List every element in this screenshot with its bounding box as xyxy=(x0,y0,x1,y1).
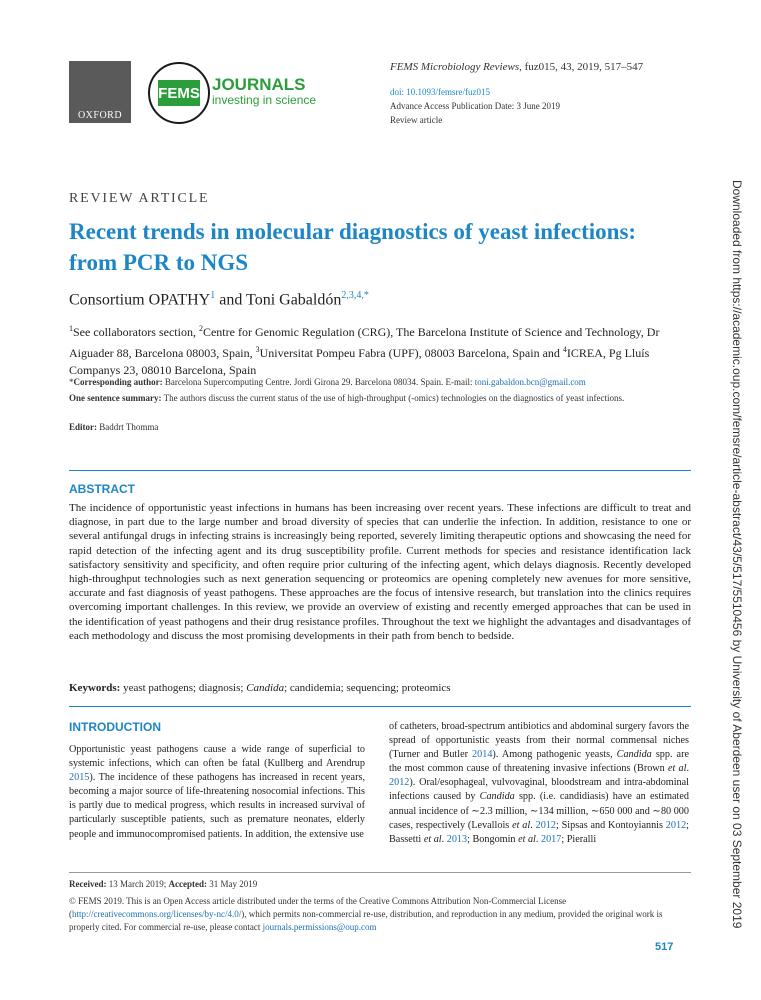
article-title: Recent trends in molecular diagnostics of yeast infections: from PCR to NGS xyxy=(69,219,637,275)
abstract-body: The incidence of opportunistic yeast infections in humans has been increasing over recent years. These infections are difficult to treat and diagnose, in part due to the large number and broad diversity of species that can underlie the infection. In addition, resistance to one or several antifungal drugs in infecting strains is increasingly being reported, severely limiting therapeutic options and showcasing the need for rapid detection of the infecting agent and its drug susceptibility profile. Current methods for species and resistance identification lack satisfactory sensitivity and specificity, and often require prior culturing of the infecting agent, which delays diagnosis. Recently developed high-throughput technologies such as next generation sequencing or proteomics are opening completely new avenues for more sensitive, accurate and fast diagnosis of yeast pathogens. These approaches are the focus of intensive research, but translation into the clinics requires overcoming important challenges. In this review, we provide an overview of existing and recently emerged approaches that can be used in the identification of yeast pathogens and their drug resistance profiles. Throughout the text we highlight the advantages and disadvantages of each methodology and discuss the most promising developments in their path from bench to bedside. xyxy=(69,502,691,642)
citation-link[interactable]: 2015 xyxy=(69,772,90,784)
body-text: . xyxy=(686,763,689,775)
author-name: Toni Gabaldón xyxy=(246,291,342,309)
divider xyxy=(69,470,691,471)
license-text: ), which permits non-commercial re-use, distribution, and reproduction in any medium, provided the original work is properly cited. For commercial re-use, please contact xyxy=(69,909,663,932)
affil-sup: 3 xyxy=(255,345,260,354)
editor-label: Editor: xyxy=(69,422,97,432)
body-text: ). Among pathogenic yeasts, xyxy=(492,749,617,761)
accepted-date: 31 May 2019 xyxy=(206,879,258,889)
body-text: ). Oral/esophageal, vulvovaginal, bloodstream and intra-abdominal infections caused by xyxy=(389,777,689,803)
fems-seal-logo xyxy=(148,62,210,124)
body-text: . xyxy=(535,833,541,845)
advance-access-date: Advance Access Publication Date: 3 June 2019 xyxy=(390,101,560,111)
article-type: Review article xyxy=(390,115,443,125)
author-conjunction: and xyxy=(215,291,247,309)
body-text: . xyxy=(441,833,447,845)
citation-link[interactable]: 2013 xyxy=(446,833,468,845)
accepted-label: Accepted: xyxy=(168,879,207,889)
divider xyxy=(69,706,691,707)
oxford-logo-text: OXFORD xyxy=(77,110,123,121)
summary-text: The authors discuss the current status of the use of high-throughput (-omics) technologies on the diagnostics of yeast infections. xyxy=(161,393,625,403)
fems-journals-label: JOURNALS xyxy=(212,75,306,94)
corresponding-author xyxy=(69,376,689,389)
journal-name: FEMS Microbiology Reviews xyxy=(390,61,520,73)
body-text: spp. (i.e. candidiasis) have an estimated annual incidence of ∼2.3 million, ∼134 million, ∼650 000 and ∼80 000 cases, respectively (Levallois xyxy=(389,791,689,831)
article-kind: REVIEW ARTICLE xyxy=(69,191,210,206)
download-watermark: Downloaded from https://academic.oup.com/femsre/article-abstract/43/5/517/5510456 by University of Aberdeen user on 03 September 2019 xyxy=(730,180,744,929)
body-text: spp. are the most common cause of threatening invasive infections (Brown xyxy=(389,749,689,775)
page-number: 517 xyxy=(655,941,674,953)
corresponding-text: Barcelona Supercomputing Centre. Jordi Girona 29. Barcelona 08034. Spain. E-mail: xyxy=(162,377,475,387)
fems-tagline: investing in science xyxy=(212,93,317,107)
body-text: ; Sipsas and Kontoyiannis xyxy=(555,819,666,831)
intro-left-column xyxy=(69,743,365,842)
author-name: Consortium OPATHY xyxy=(69,291,211,309)
citation-link[interactable]: 2014 xyxy=(472,749,493,761)
author-affil-link[interactable]: 2,3,4,* xyxy=(341,290,369,301)
et-al: et al xyxy=(512,819,531,831)
corresponding-star: * xyxy=(69,377,74,387)
body-text: ; Bongomin xyxy=(467,833,519,845)
one-sentence-summary xyxy=(69,392,689,405)
et-al: et al xyxy=(423,833,442,845)
license-url-link[interactable]: http://creativecommons.org/licenses/by-nc/4.0/ xyxy=(72,909,242,919)
affil-sup: 4 xyxy=(562,345,567,354)
abstract-heading: ABSTRACT xyxy=(69,482,135,496)
license-note xyxy=(69,895,691,934)
affil-sup: 2 xyxy=(198,324,203,333)
author-affil-link[interactable]: 1 xyxy=(210,290,216,301)
citation-link[interactable]: 2017 xyxy=(540,833,562,845)
et-al: et al xyxy=(518,833,536,845)
intro-right-column xyxy=(389,720,689,847)
footer-divider xyxy=(69,872,691,873)
affil-sup: 1 xyxy=(69,324,73,333)
editor-line xyxy=(69,421,689,434)
doi-link[interactable]: doi: 10.1093/femsre/fuz015 xyxy=(390,87,490,97)
citation-link[interactable]: 2012 xyxy=(535,819,556,831)
body-text: ). The incidence of these pathogens has increased in recent years, becoming a major source of life-threatening nosocomial infections. This is partly due to medical progress, which results in increased survival of particularly susceptible patients, such as premature neonates, elderly people and immunocompromised patients. In addition, the extensive use xyxy=(69,772,365,840)
license-text: © FEMS 2019. This is an Open Access article distributed under the terms of the Creative Commons Attribution Non-Commercial License ( xyxy=(69,896,567,919)
received-label: Received: xyxy=(69,879,107,889)
species-name: Candida xyxy=(479,791,515,803)
received-date: 13 March 2019; xyxy=(106,879,169,889)
introduction-heading: INTRODUCTION xyxy=(69,720,161,734)
body-text: Opportunistic yeast pathogens cause a wide range of superficial to systemic infections, which can often be fatal (Kullberg and Arendrup xyxy=(69,744,365,770)
journal-citation xyxy=(390,61,643,73)
body-text: . xyxy=(530,819,536,831)
authors-line xyxy=(69,290,369,309)
body-text: of catheters, broad-spectrum antibiotics and abdominal surgery favors the spread of opportunistic yeasts from their normal commensal niches (Turner and Butler xyxy=(389,721,689,761)
corresponding-email-link[interactable]: toni.gabaldon.bcn@gmail.com xyxy=(474,377,586,387)
keywords-label: Keywords: xyxy=(69,682,121,694)
keywords-text: ; candidemia; sequencing; proteomics xyxy=(284,682,451,694)
affil-text: ICREA, Pg Lluís Companys 23, 08010 Barcelona, Spain xyxy=(69,346,650,377)
keyword-candida: Candida xyxy=(246,682,285,694)
fems-seal-text: FEMS xyxy=(158,80,200,106)
keywords xyxy=(69,682,691,694)
species-name: Candida xyxy=(616,749,652,761)
journal-volume: , fuz015, 43, 2019, 517–547 xyxy=(519,61,644,73)
et-al: et al xyxy=(667,763,687,775)
keywords-text: yeast pathogens; diagnosis; xyxy=(120,682,247,694)
permissions-email-link[interactable]: journals.permissions@oup.com xyxy=(262,922,377,932)
received-accepted xyxy=(69,879,257,889)
oxford-logo xyxy=(69,61,131,123)
body-text: ; Pieralli xyxy=(561,833,597,845)
summary-label: One sentence summary: xyxy=(69,393,162,403)
body-text: ; Bassetti xyxy=(389,819,690,845)
affil-text: Universitat Pompeu Fabra (UPF), 08003 Barcelona, Spain and xyxy=(259,346,563,360)
editor-name: Baddrt Thomma xyxy=(97,422,159,432)
citation-link[interactable]: 2012 xyxy=(665,819,687,831)
affil-text: Centre for Genomic Regulation (CRG), The Barcelona Institute of Science and Technology, Dr Aiguader 88, Barcelona 08003, Spain, xyxy=(69,325,660,360)
citation-link[interactable]: 2012 xyxy=(389,777,410,789)
affiliations xyxy=(69,320,699,379)
affil-text: See collaborators section, xyxy=(73,325,199,339)
corresponding-label: Corresponding author: xyxy=(73,377,163,387)
